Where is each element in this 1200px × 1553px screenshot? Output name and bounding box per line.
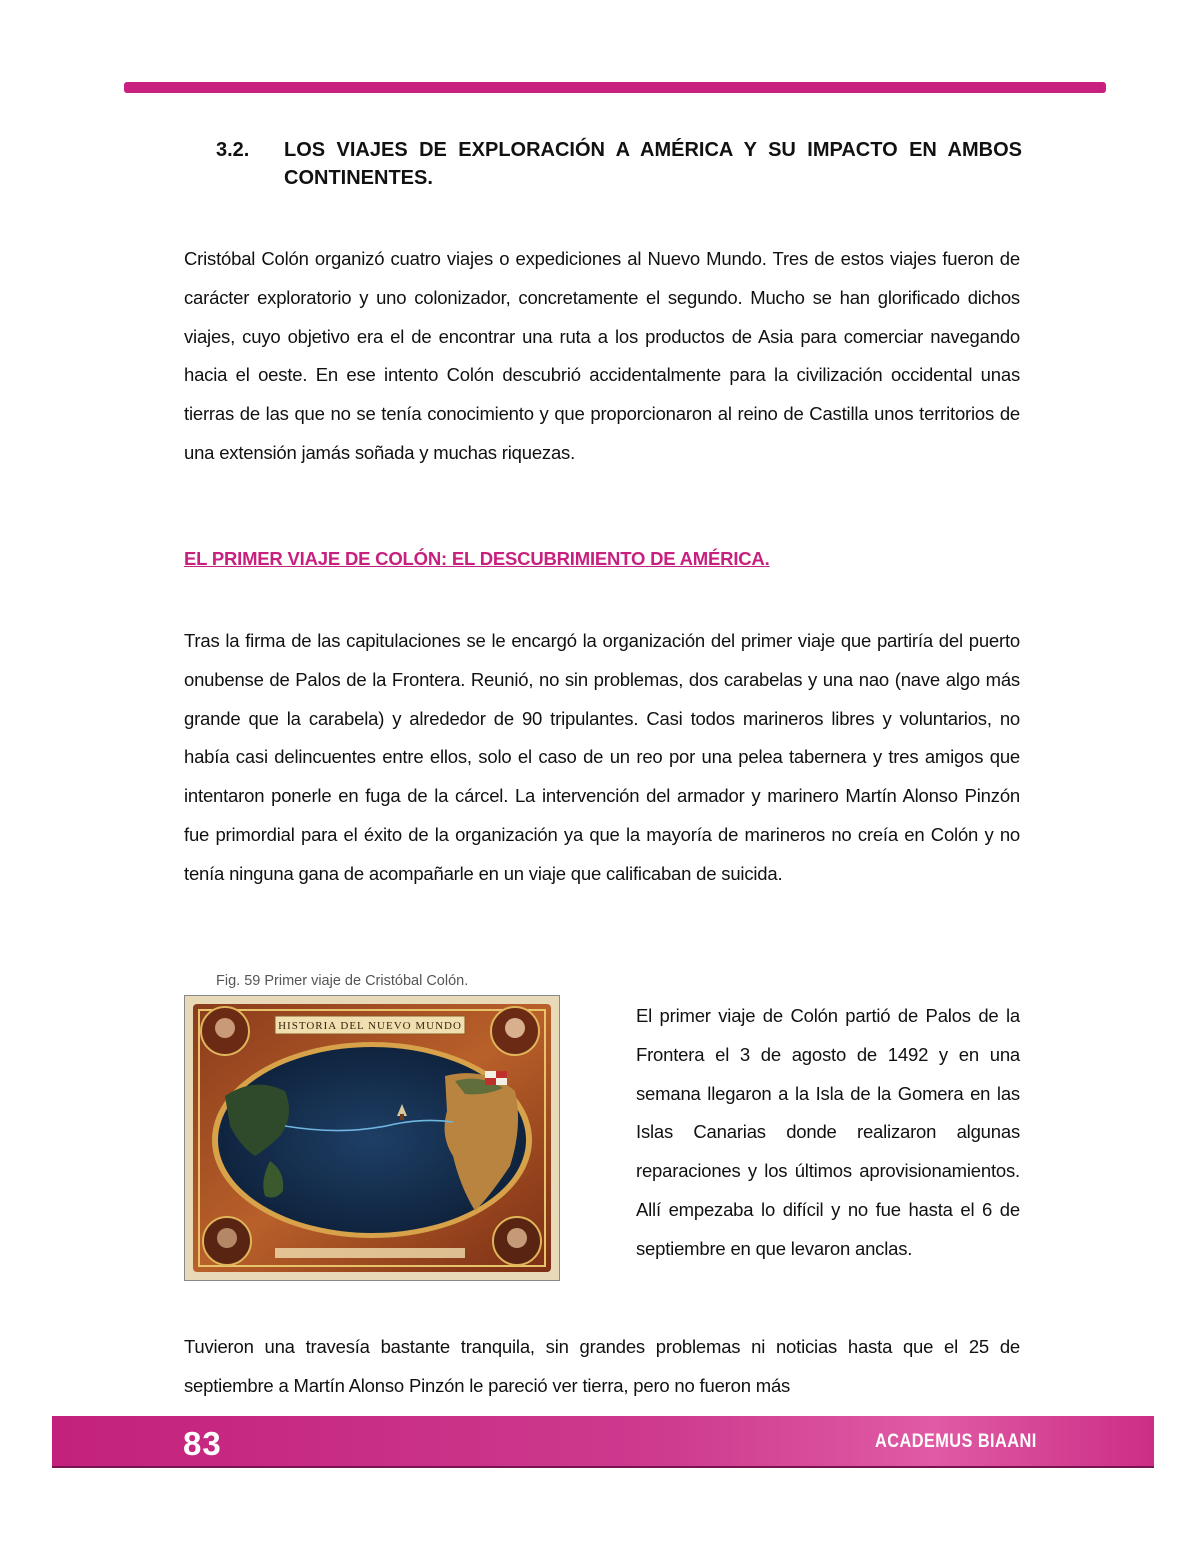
figure-caption: Fig. 59 Primer viaje de Cristóbal Colón. — [216, 973, 469, 989]
footer-brand: ACADEMUS BIAANI — [875, 1431, 1037, 1452]
intro-paragraph: Cristóbal Colón organizó cuatro viajes o expediciones al Nuevo Mundo. Tres de estos viajes fueron de carácter exploratorio y uno colonizador, concretamente el segundo. Mucho se han glorificado dichos viajes, cuyo objetivo era el de encontrar una ruta a los productos de Asia para comerciar navegando hacia el oeste. En ese intento Colón descubrió accidentalmente para la civilización occidental unas tierras de las que no se tenía conocimiento y que proporcionaron al reino de Castilla unos territorios de una extensión jamás soñada y muchas riquezas. — [184, 248, 1020, 463]
page-number: 83 — [183, 1425, 222, 1462]
body-paragraph: Tras la firma de las capitulaciones se le encargó la organización del primer viaje que partiría del puerto onubense de Palos de la Frontera. Reunió, no sin problemas, dos carabelas y una nao (nave algo más grande que la carabela) y alrededor de 90 tripulantes. Casi todos marineros libres y voluntarios, no había casi delincuentes entre ellos, solo el caso de un reo por una pelea tabernera y tres amigos que intentaron ponerle en fuga de la cárcel. La intervención del armador y marinero Martín Alonso Pinzón fue primordial para el éxito de la organización ya que la mayoría de marineros no creía en Colón y no tenía ninguna gana de acompañarle en un viaje que calificaban de suicida. — [184, 630, 1020, 884]
map-figure — [184, 995, 560, 1281]
subheading: EL PRIMER VIAJE DE COLÓN: EL DESCUBRIMIENTO DE AMÉRICA. — [184, 548, 770, 569]
section-heading — [216, 136, 1022, 192]
section-title: LOS VIAJES DE EXPLORACIÓN A AMÉRICA Y SU IMPACTO EN AMBOS CONTINENTES. — [284, 139, 1022, 189]
footer-shadow — [52, 1466, 1154, 1468]
side-paragraph: El primer viaje de Colón partió de Palos de la Frontera el 3 de agosto de 1492 y en una semana llegaron a la Isla de la Gomera en las Islas Canarias donde realizaron algunas reparaciones y los últimos aprovisionamientos. Allí empezaba lo difícil y no fue hasta el 6 de septiembre en que levaron anclas. — [636, 1005, 1020, 1259]
closing-paragraph: Tuvieron una travesía bastante tranquila, sin grandes problemas ni noticias hasta que el 25 de septiembre a Martín Alonso Pinzón le pareció ver tierra, pero no fueron más — [184, 1336, 1020, 1396]
section-number: 3.2. — [216, 139, 250, 161]
map-banner-text: HISTORIA DEL NUEVO MUNDO — [278, 1020, 462, 1032]
top-divider — [124, 82, 1106, 93]
voyage-map-image — [185, 996, 559, 1280]
